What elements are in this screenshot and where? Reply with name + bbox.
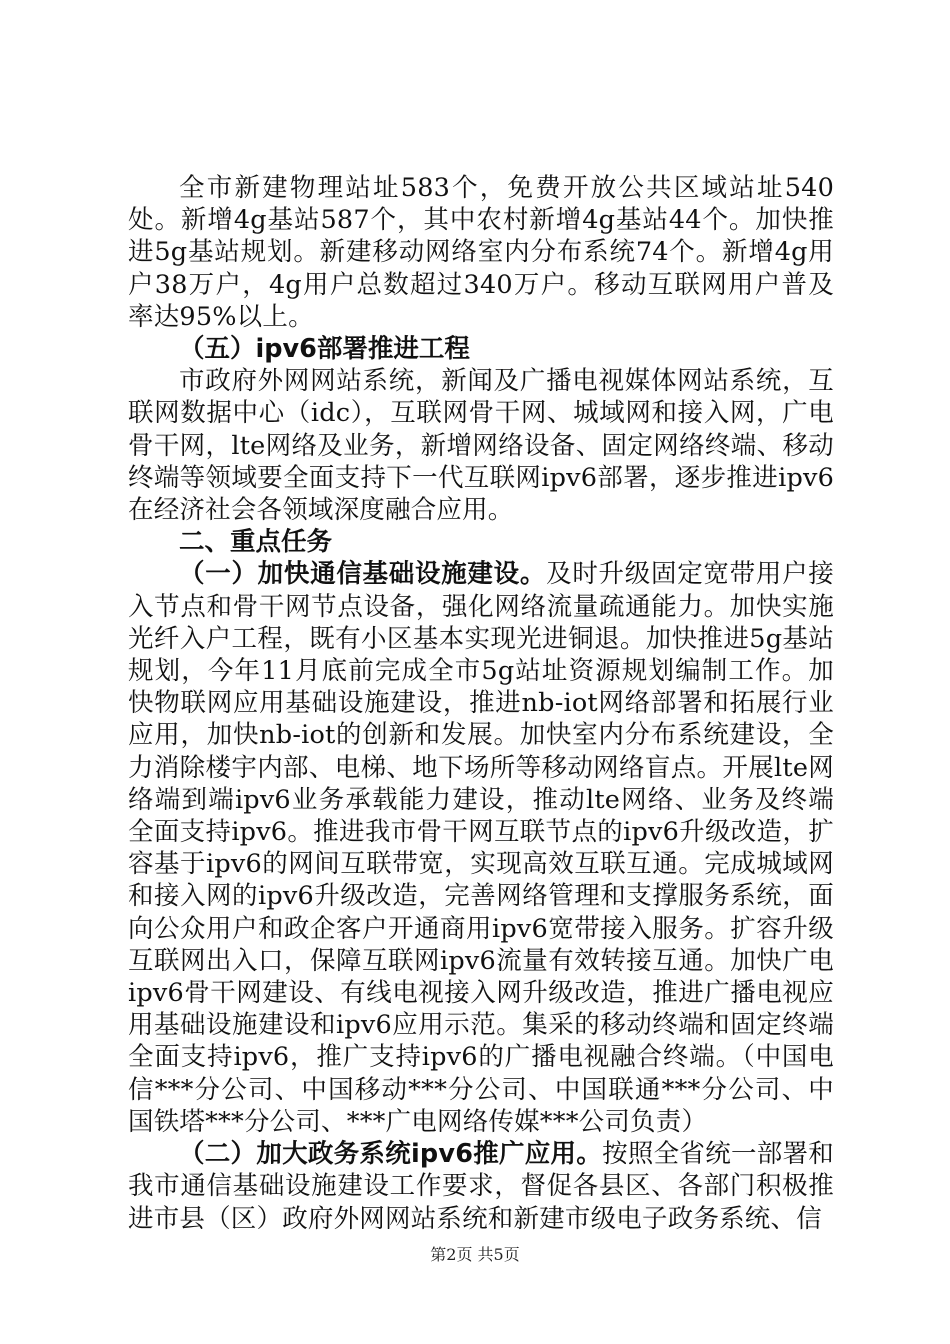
heading-ipv6-deployment: （五）ipv6部署推进工程 — [179, 334, 470, 365]
paragraph-stations: 全市新建物理站址583个，免费开放公共区域站址540处。新增4g基站587个，其中农村新增4g基站44个。加快推进5g基站规划。新建移动网络室内分布系统74个。新增4g用户38万户，4g用户总数超过340万户。移动互联网用户普及率达95%以上。 — [128, 173, 834, 332]
document-body — [128, 172, 834, 1235]
paragraph-task-infrastructure — [128, 558, 834, 1138]
task-government-title: （二）加大政务系统ipv6推广应用。 — [179, 1139, 603, 1170]
paragraph-ipv6-scope: 市政府外网网站系统，新闻及广播电视媒体网站系统，互联网数据中心（idc），互联网骨干网、城域网和接入网，广电骨干网，lte网络及业务，新增网络设备、固定网络终端、移动终端等领域要全面支持下一代互联网ipv6部署，逐步推进ipv6在经济社会各领域深度融合应用。 — [128, 366, 834, 526]
task-government-body: 按照全省统一部署和我市通信基础设施建设工作要求，督促各县区、各部门积极推进市县（区）政府外网网站系统和新建市级电子政务系统、信 — [128, 1139, 834, 1234]
paragraph-task-government — [128, 1138, 834, 1235]
task-infrastructure-title: （一）加快通信基础设施建设。 — [179, 559, 547, 590]
task-infrastructure-body: 及时升级固定宽带用户接入节点和骨干网节点设备，强化网络流量疏通能力。加快实施光纤入户工程，既有小区基本实现光进铜退。加快推进5g基站规划，今年11月底前完成全市5g站址资源规划编制工作。加快物联网应用基础设施建设，推进nb-iot网络部署和拓展行业应用，加快nb-iot的创新和发展。加快室内分布系统建设，全力消除楼宇内部、电梯、地下场所等移动网络盲点。开展lte网络端到端ipv6业务承载能力建设，推动lte网络、业务及终端全面支持ipv6。推进我市骨干网互联节点的ipv6升级改造，扩容基于ipv6的网间互联带宽，实现高效互联互通。完成城域网和接入网的ipv6升级改造，完善网络管理和支撑服务系统，面向公众用户和政企客户开通商用ipv6宽带接入服务。扩容升级互联网出入口，保障互联网ipv6流量有效转接互通。加快广电ipv6骨干网建设、有线电视接入网升级改造，推进广播电视应用基础设施建设和ipv6应用示范。集采的移动终端和固定终端全面支持ipv6，推广支持ipv6的广播电视融合终端。（中国电信***分公司、中国移动***分公司、中国联通***分公司、中国铁塔***分公司、***广电网络传媒***公司负责） — [128, 559, 834, 1137]
page-number: 第2页 共5页 — [430, 1245, 520, 1264]
section-key-tasks: 二、重点任务 — [179, 527, 333, 558]
